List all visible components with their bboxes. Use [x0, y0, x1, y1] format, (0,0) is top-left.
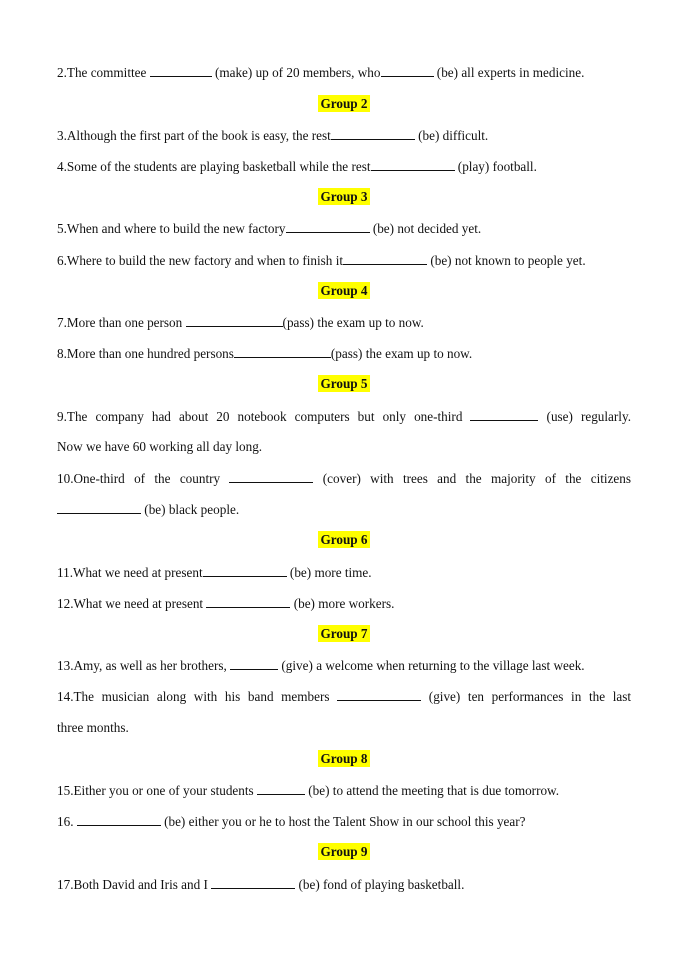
- question-number: 15.: [57, 783, 74, 798]
- answer-blank[interactable]: [257, 782, 305, 795]
- question-text: Either you or one of your students: [73, 783, 257, 798]
- question-15: [57, 782, 631, 799]
- question-2: [57, 64, 631, 81]
- question-text: (be) black people.: [144, 502, 240, 517]
- question-number: 5.: [57, 221, 67, 236]
- question-9-continued: [57, 439, 631, 455]
- question-number: 10.: [57, 471, 74, 486]
- question-text: (be) not known to people yet.: [427, 253, 586, 268]
- question-text: (give) ten performances in the last: [428, 689, 632, 704]
- question-number: 2.: [57, 65, 67, 80]
- question-17: [57, 876, 631, 893]
- question-text: (be) more time.: [286, 565, 372, 580]
- question-text: (use) regularly.: [546, 409, 632, 424]
- question-number: 6.: [57, 253, 67, 268]
- question-number: 16.: [57, 814, 74, 829]
- question-text: (be) difficult.: [414, 128, 489, 143]
- answer-blank[interactable]: [234, 345, 331, 358]
- question-text: The committee: [66, 65, 150, 80]
- question-number: 9.: [57, 409, 67, 424]
- question-text: The company had about 20 notebook computers but only one-third: [66, 409, 463, 424]
- question-number: 17.: [57, 877, 74, 892]
- question-text: (pass) the exam up to now.: [282, 315, 424, 330]
- group-heading: Group 9: [320, 844, 368, 859]
- question-number: 11.: [57, 565, 73, 580]
- question-text: (be) either you or he to host the Talent Show in our school this year?: [160, 814, 526, 829]
- question-number: 4.: [57, 159, 67, 174]
- question-number: 8.: [57, 346, 67, 361]
- question-text: When and where to build the new factory: [66, 221, 286, 236]
- question-text: (be) to attend the meeting that is due tomorrow.: [304, 783, 560, 798]
- question-text: Some of the students are playing basketball while the rest: [66, 159, 371, 174]
- question-6: [57, 252, 631, 269]
- answer-blank[interactable]: [77, 813, 161, 826]
- question-13: [57, 657, 631, 674]
- answer-blank[interactable]: [206, 595, 290, 608]
- question-text: (be) all experts in medicine.: [433, 65, 585, 80]
- question-number: 3.: [57, 128, 67, 143]
- question-text: More than one person: [66, 315, 186, 330]
- question-text: Where to build the new factory and when to finish it: [66, 253, 344, 268]
- answer-blank[interactable]: [229, 470, 313, 483]
- answer-blank[interactable]: [470, 408, 538, 421]
- answer-blank[interactable]: [343, 252, 427, 265]
- question-text: Amy, as well as her brothers,: [73, 658, 231, 673]
- answer-blank[interactable]: [331, 127, 415, 140]
- question-text: One-third of the country: [73, 471, 221, 486]
- question-text: (play) football.: [454, 159, 537, 174]
- group-heading: Group 2: [320, 96, 368, 111]
- question-10: [57, 470, 631, 487]
- group-heading: Group 3: [320, 189, 368, 204]
- question-number: 13.: [57, 658, 74, 673]
- question-7: [57, 314, 631, 331]
- question-number: 14.: [57, 689, 74, 704]
- question-text: (be) more workers.: [290, 596, 395, 611]
- question-text: (give) a welcome when returning to the village last week.: [278, 658, 585, 673]
- question-8: [57, 345, 631, 362]
- question-16: [57, 813, 631, 830]
- answer-blank[interactable]: [337, 688, 421, 701]
- question-text: three months.: [57, 720, 129, 735]
- question-text: What we need at present: [73, 596, 207, 611]
- answer-blank[interactable]: [203, 564, 287, 577]
- group-heading: Group 6: [320, 532, 368, 547]
- group-heading: Group 4: [320, 283, 368, 298]
- question-text: (be) fond of playing basketball.: [295, 877, 465, 892]
- question-text: Although the first part of the book is easy, the rest: [66, 128, 331, 143]
- question-text: The musician along with his band members: [73, 689, 330, 704]
- group-heading: Group 5: [320, 376, 368, 391]
- group-heading: Group 8: [320, 751, 368, 766]
- question-text: (pass) the exam up to now.: [330, 346, 473, 361]
- question-3: [57, 127, 631, 144]
- question-11: [57, 564, 631, 581]
- question-12: [57, 595, 631, 612]
- question-text: (cover) with trees and the majority of the citizens: [322, 471, 632, 486]
- answer-blank[interactable]: [286, 220, 370, 233]
- question-text: (be) not decided yet.: [369, 221, 482, 236]
- answer-blank[interactable]: [230, 657, 278, 670]
- answer-blank[interactable]: [381, 64, 434, 77]
- question-text: Now we have 60 working all day long.: [57, 439, 263, 454]
- question-5: [57, 220, 631, 237]
- answer-blank[interactable]: [57, 501, 141, 514]
- question-14: [57, 688, 631, 705]
- question-14-continued: [57, 720, 631, 736]
- question-number: 12.: [57, 596, 74, 611]
- question-text: What we need at present: [73, 565, 203, 580]
- answer-blank[interactable]: [186, 314, 283, 327]
- question-text: (make) up of 20 members, who: [211, 65, 381, 80]
- answer-blank[interactable]: [211, 876, 295, 889]
- question-number: 7.: [57, 315, 67, 330]
- answer-blank[interactable]: [150, 64, 212, 77]
- question-text: Both David and Iris and I: [73, 877, 212, 892]
- answer-blank[interactable]: [371, 158, 455, 171]
- group-heading: Group 7: [320, 626, 368, 641]
- question-4: [57, 158, 631, 175]
- question-10-continued: [57, 501, 631, 518]
- question-text: More than one hundred persons: [66, 346, 234, 361]
- question-9: [57, 408, 631, 425]
